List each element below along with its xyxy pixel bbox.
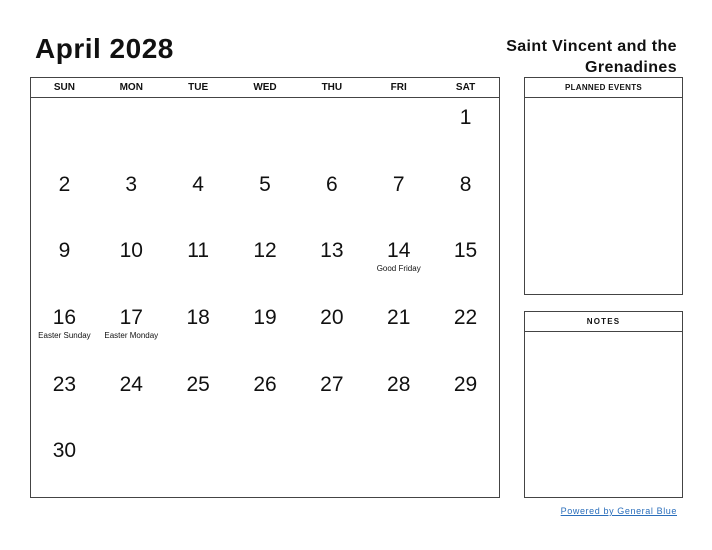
day-cell-17 [98,298,165,365]
day-cell-24 [98,365,165,432]
empty-day-cell [298,98,365,165]
empty-day-cell [432,431,499,498]
day-cell-12 [232,231,299,298]
day-number: 13 [320,239,344,263]
day-cell-3 [98,165,165,232]
day-number: 16 [52,305,77,329]
weekday-header-sat: SAT [455,82,476,93]
day-cell-5 [232,165,299,232]
empty-day-cell [165,98,232,165]
day-number: 18 [186,305,210,329]
day-cell-16 [31,298,98,365]
day-number: 6 [326,172,338,196]
day-number: 14 [387,239,411,263]
notes-heading: NOTES [525,312,682,332]
weekday-header-row [31,78,499,98]
day-number: 22 [453,305,478,329]
calendar-body [31,98,499,498]
day-number: 8 [459,172,472,196]
planned-events-heading: PLANNED EVENTS [525,78,682,98]
day-cell-30 [31,431,98,498]
empty-day-cell [232,98,299,165]
day-number: 5 [259,172,271,196]
country-name: Saint Vincent and the Grenadines [506,38,677,76]
day-cell-20 [298,298,365,365]
day-number: 15 [453,239,478,263]
day-number: 30 [52,439,77,463]
holiday-label: Easter Monday [104,330,159,340]
weekday-header-thu: THU [321,82,343,93]
day-number: 1 [459,106,472,129]
day-number: 28 [387,372,411,396]
day-number: 23 [52,372,77,396]
holiday-label: Easter Sunday [38,330,91,340]
holiday-label: Good Friday [376,264,421,274]
empty-day-cell [98,431,165,498]
day-number: 11 [187,239,210,263]
day-cell-25 [165,365,232,432]
weekday-header-wed: WED [253,82,277,93]
day-cell-6 [298,165,365,232]
day-number: 2 [58,172,71,196]
day-cell-7 [365,165,432,232]
day-number: 25 [186,372,210,396]
day-cell-27 [298,365,365,432]
day-cell-28 [365,365,432,432]
day-number: 4 [192,172,204,196]
empty-day-cell [31,98,98,165]
day-cell-26 [232,365,299,432]
day-number: 27 [320,372,344,396]
day-number: 7 [392,172,405,196]
calendar-grid [30,77,500,498]
day-cell-4 [165,165,232,232]
weekday-header-fri: FRI [390,82,407,93]
day-cell-11 [165,231,232,298]
empty-day-cell [232,431,299,498]
day-cell-9 [31,231,98,298]
day-cell-22 [432,298,499,365]
day-cell-15 [432,231,499,298]
day-number: 10 [119,239,143,263]
empty-day-cell [298,431,365,498]
day-number: 12 [253,239,277,263]
empty-day-cell [98,98,165,165]
day-number: 26 [253,372,277,396]
day-number: 3 [125,172,138,196]
notes-panel [524,311,683,498]
weekday-header-tue: TUE [188,82,209,93]
planned-events-panel [524,77,683,295]
weekday-header-mon: MON [119,82,143,93]
day-cell-19 [232,298,299,365]
weekday-header-sun: SUN [53,82,75,93]
empty-day-cell [365,98,432,165]
day-number: 9 [58,239,71,263]
page-title: April 2028 [35,33,174,64]
day-cell-1 [432,98,499,165]
day-cell-13 [298,231,365,298]
day-number: 21 [387,305,411,329]
day-cell-14 [365,231,432,298]
day-number: 29 [453,372,478,396]
day-cell-2 [31,165,98,232]
day-number: 17 [119,305,143,329]
day-number: 24 [119,372,143,396]
day-cell-18 [165,298,232,365]
powered-by-link[interactable]: Powered by General Blue [560,506,677,516]
day-cell-8 [432,165,499,232]
day-cell-23 [31,365,98,432]
day-number: 19 [253,305,277,329]
empty-day-cell [165,431,232,498]
day-number: 20 [320,305,344,329]
day-cell-10 [98,231,165,298]
day-cell-21 [365,298,432,365]
empty-day-cell [365,431,432,498]
day-cell-29 [432,365,499,432]
